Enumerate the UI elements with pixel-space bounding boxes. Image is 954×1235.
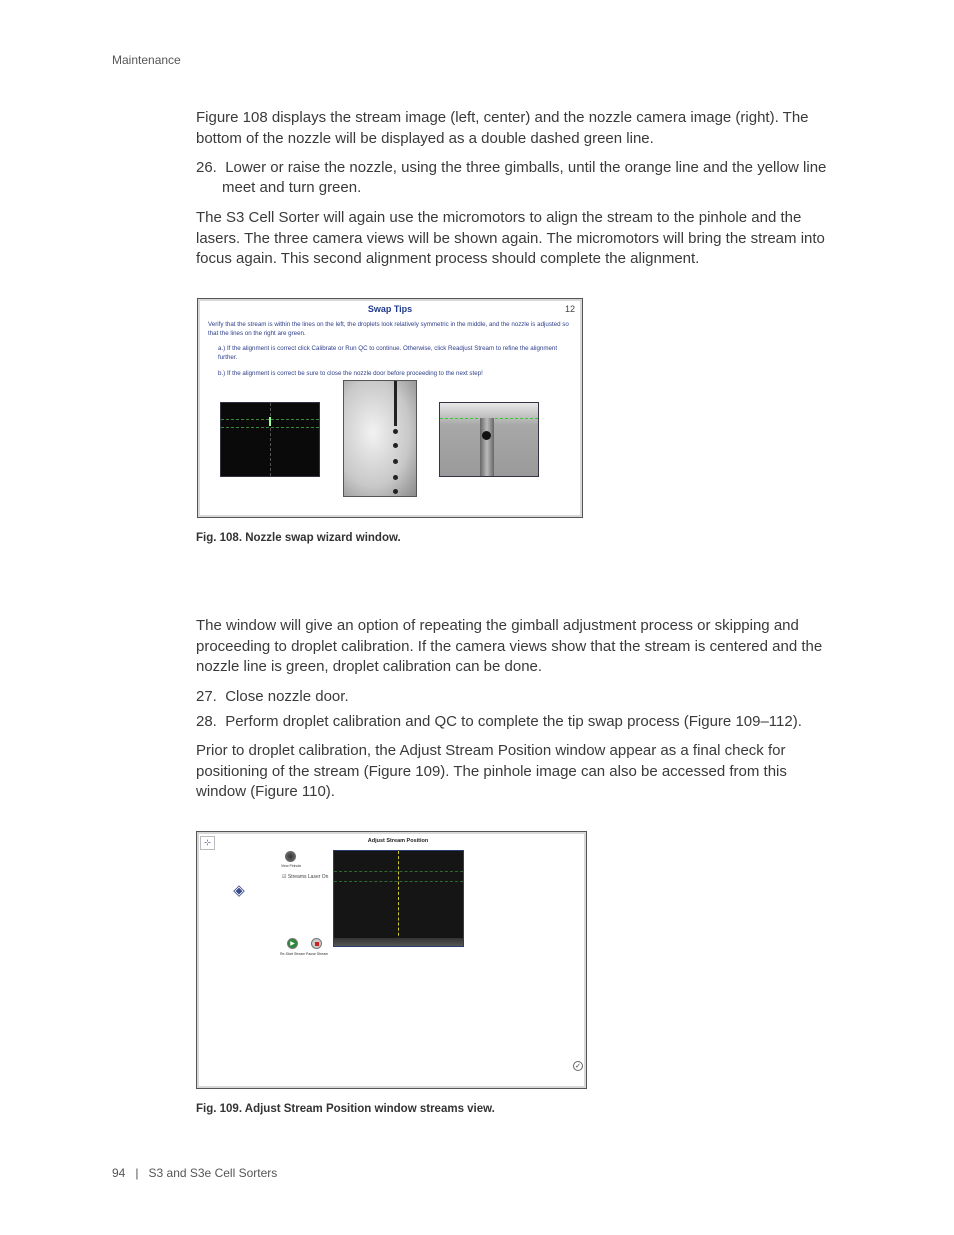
pause-label: Pause Stream — [306, 952, 329, 956]
nozzle-camera-right — [439, 402, 539, 477]
paragraph: Figure 108 displays the stream image (left, center) and the nozzle camera image (right). The bottom of the nozzle will be displayed as a double dashed green line. — [196, 109, 809, 147]
step-number: 12 — [564, 304, 575, 314]
step-text: Perform droplet calibration and QC to complete the tip swap process (Figure 109–112). — [225, 713, 802, 730]
intro-text: Verify that the stream is within the lines on the left, the droplets look relatively symmetric in the middle, and the nozzle is adjusted so that the lines on the right are green. — [208, 321, 569, 337]
swap-tips-window — [197, 298, 583, 518]
figure-caption: Fig. 109. Adjust Stream Position window streams view. — [196, 1103, 495, 1115]
streams-laser-checkbox[interactable]: ☑ Streams Laser On — [282, 874, 329, 880]
paragraph: The window will give an option of repeating the gimball adjustment process or skipping and proceeding to droplet calibration. If the camera views show that the stream is centered and the nozzle line is green, droplet calibration can be done. — [196, 617, 823, 675]
droplet-camera-center — [343, 380, 417, 497]
pause-stream-button[interactable] — [311, 938, 322, 949]
expand-icon[interactable]: ⊹ — [200, 836, 215, 850]
figure-caption: Fig. 108. Nozzle swap wizard window. — [196, 532, 401, 544]
document-title: S3 and S3e Cell Sorters — [148, 1166, 278, 1180]
stream-direction-pad-icon[interactable]: ◈ — [233, 882, 245, 899]
page-number: 94 — [112, 1166, 126, 1180]
step-number: 27. — [196, 688, 217, 705]
tip-b: b.) If the alignment is correct be sure to close the nozzle door before proceeding to the next step! — [218, 370, 483, 377]
view-pinhole-label[interactable]: View Pinhole — [281, 864, 302, 868]
paragraph: Prior to droplet calibration, the Adjust Stream Position window appear as a final check for positioning of the stream (Figure 109). The pinhole image can also be accessed from this window (Figure 110). — [196, 742, 787, 800]
confirm-check-icon[interactable]: ✓ — [573, 1061, 583, 1071]
step-number: 26. — [196, 159, 217, 176]
step-26 — [196, 158, 841, 198]
footer — [112, 1166, 277, 1180]
view-pinhole-icon[interactable] — [285, 851, 296, 862]
window-title: Swap Tips — [367, 304, 413, 314]
footer-separator: | — [135, 1166, 139, 1180]
stream-camera-left — [220, 402, 320, 477]
step-27 — [196, 687, 841, 707]
paragraph: The S3 Cell Sorter will again use the micromotors to align the stream to the pinhole and the lasers. The three camera views will be shown again. The micromotors will bring the stream into focus again. This second alignment process should complete the alignment. — [196, 209, 825, 267]
restart-stream-button[interactable]: ▶ — [287, 938, 298, 949]
window-title: Adjust Stream Position — [367, 838, 429, 844]
adjust-stream-window — [196, 831, 587, 1089]
tip-a: a.) If the alignment is correct click Calibrate or Run QC to continue. Otherwise, click Readjust Stream to refine the alignment further. — [218, 345, 558, 361]
step-text: Close nozzle door. — [225, 688, 349, 705]
restart-label: Re-Start Stream — [280, 952, 306, 956]
step-text: Lower or raise the nozzle, using the three gimballs, until the orange line and the yellow line meet and turn green. — [222, 159, 827, 196]
step-28 — [196, 712, 841, 732]
stream-camera-view — [333, 850, 464, 947]
section-header: Maintenance — [112, 53, 181, 67]
step-number: 28. — [196, 713, 217, 730]
laser-label: Streams Laser On — [287, 874, 329, 880]
